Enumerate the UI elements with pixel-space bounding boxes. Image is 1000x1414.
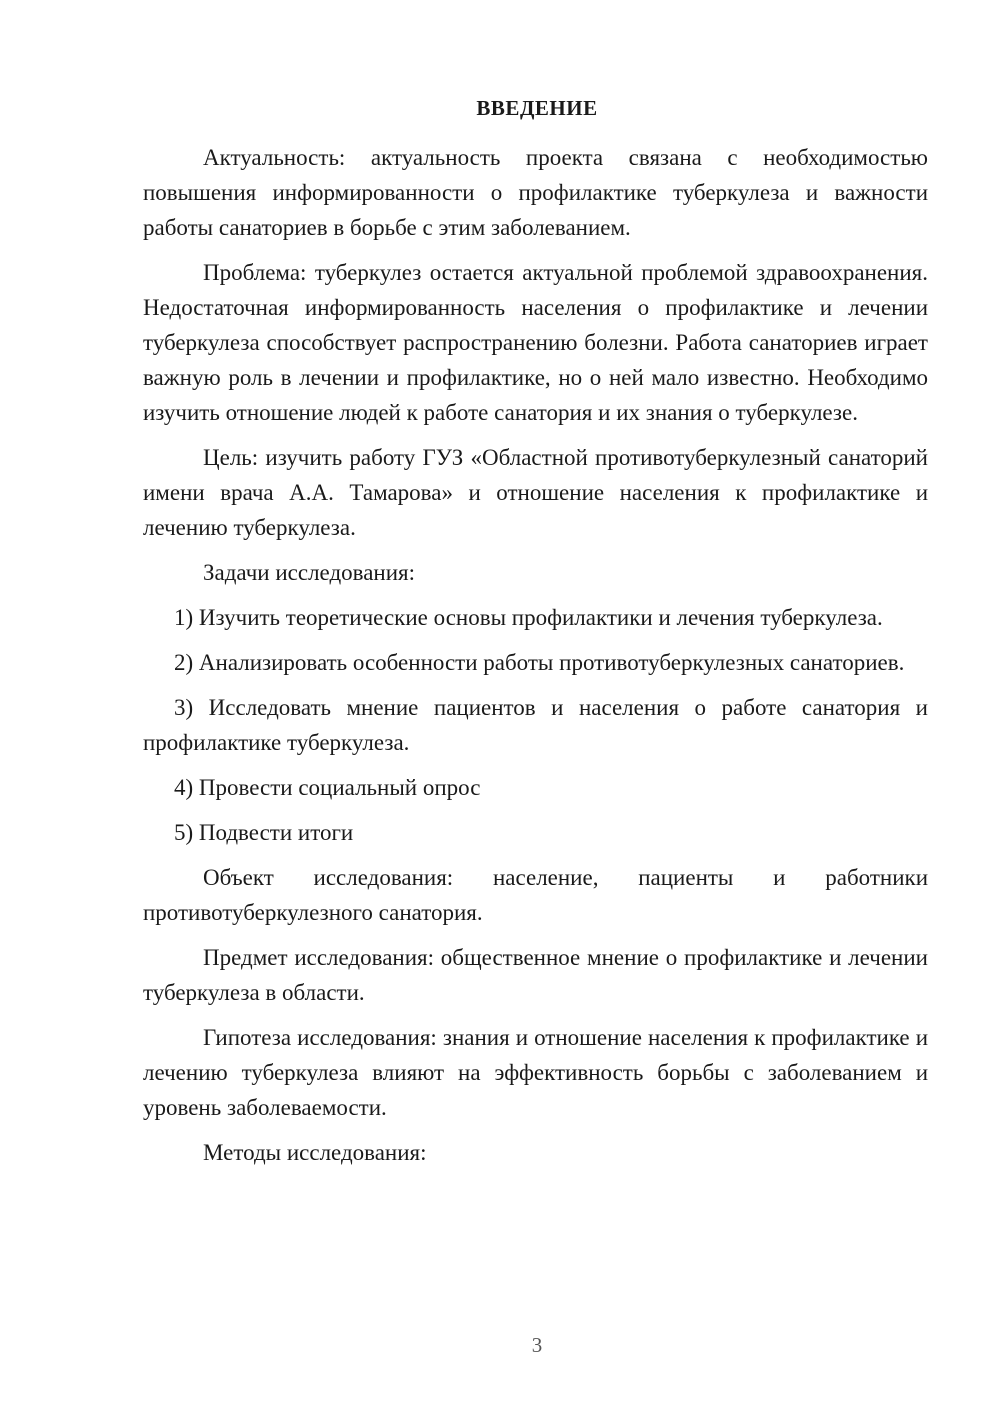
tasks-title: Задачи исследования: [203, 560, 416, 585]
relevance-paragraph: Актуальность: актуальность проекта связана с необходимостью повышения информированности о профилактике туберкулеза и важности работы санаториев в борьбе с этим заболеванием. [143, 145, 928, 240]
subject-paragraph: Предмет исследования: общественное мнение о профилактике и лечении туберкулеза в области. [143, 945, 928, 1005]
methods-title: Методы исследования: [203, 1140, 427, 1165]
goal-paragraph: Цель: изучить работу ГУЗ «Областной противотуберкулезный санаторий имени врача А.А. Тамарова» и отношение населения к профилактике и лечению туберкулеза. [143, 445, 928, 540]
hypothesis-paragraph: Гипотеза исследования: знания и отношение населения к профилактике и лечению туберкулеза влияют на эффективность борьбы с заболеванием и уровень заболеваемости. [143, 1025, 928, 1120]
task-item-1: 1) Изучить теоретические основы профилактики и лечения туберкулеза. [174, 605, 883, 630]
object-paragraph: Объект исследования: население, пациенты и работники противотуберкулезного санатория. [143, 865, 928, 925]
section-heading: ВВЕДЕНИЕ [476, 96, 598, 120]
task-item-5: 5) Подвести итоги [174, 820, 354, 845]
document-body [143, 140, 928, 1180]
task-item-4: 4) Провести социальный опрос [174, 775, 481, 800]
task-item-3: 3) Исследовать мнение пациентов и населения о работе санатория и профилактике туберкулеза. [143, 695, 928, 755]
task-item-2: 2) Анализировать особенности работы противотуберкулезных санаториев. [174, 650, 905, 675]
problem-paragraph: Проблема: туберкулез остается актуальной проблемой здравоохранения. Недостаточная информированность населения о профилактике и лечении туберкулеза способствует распространению болезни. Работа санаториев играет важную роль в лечении и профилактике, но о ней мало известно. Необходимо изучить отношение людей к работе санатория и их знания о туберкулезе. [143, 260, 928, 425]
page-number: 3 [531, 1333, 543, 1357]
